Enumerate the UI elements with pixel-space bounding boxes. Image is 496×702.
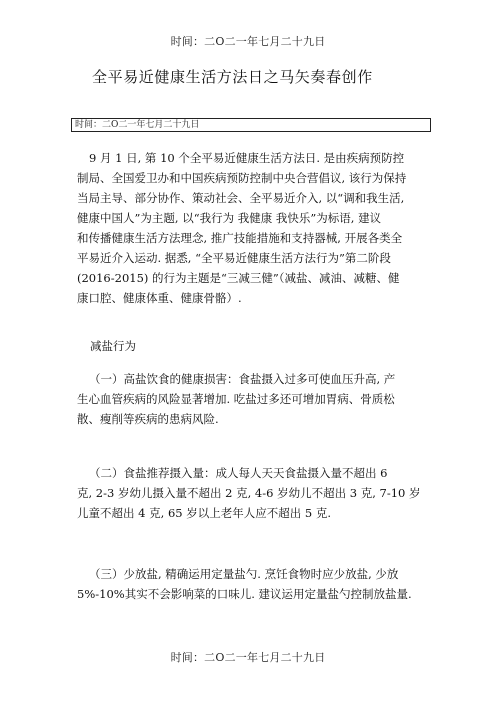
paragraph-line: 当局主导、部分协作、策动社会、全平易近介入, 以“调和我生活, [77,191,405,205]
paragraph-salt-harm [77,369,427,429]
paragraph-line: 生心血管疾病的风险显著增加. 吃盐过多还可增加胃病、骨质松 [77,392,395,406]
paragraph-line: 儿童不超出 4 克, 65 岁以上老年人应不超出 5 克. [77,506,332,520]
paragraph-salt-spoon [77,564,427,604]
time-box: 时间：二O二一年七月二十九日 [71,118,431,132]
section-heading [90,336,440,356]
paragraph-line: 散、瘦削等疾病的患病风险. [77,412,219,426]
paragraph-salt-intake [77,463,427,523]
paragraph-line: 和传播健康生活方法理念, 推广技能措施和支持器械, 开展各类全 [77,231,403,245]
paragraph-line: 5%-10%其实不会影响菜的口味儿. 建议运用定量盐勺控制放盐量. [77,587,412,601]
paragraph-line: (2016-2015) 的行为主题是“三减三健”（减盐、减油、减糖、健 [77,271,400,285]
paragraph-line: （三）少放盐, 精确运用定量盐勺. 烹饪食物时应少放盐, 少放 [89,567,399,581]
paragraph-intro [77,148,427,308]
document-title: 全平易近健康生活方法日之马矢奏春创作 [92,68,373,86]
paragraph-line: 克, 2-3 岁幼儿摄入量不超出 2 克, 4-6 岁幼儿不超出 3 克, 7-10 岁 [77,486,421,500]
paragraph-line: （一）高盐饮食的健康损害：食盐摄入过多可使血压升高, 产 [89,372,396,386]
page-header-time: 时间：二O二一年七月二十九日 [170,35,326,48]
paragraph-line: 9 月 1 日, 第 10 个全平易近健康生活方法日. 是由疾病预防控 [89,151,405,165]
paragraph-line: 康口腔、健康体重、健康骨骼）. [77,291,242,305]
paragraph-line: 健康中国人”为主题, 以“我行为 我健康 我快乐”为标语, 建议 [77,211,382,225]
paragraph-line: （二）食盐推荐摄入量：成人每人天天食盐摄入量不超出 6 [89,466,388,480]
paragraph-line: 制局、全国爱卫办和中国疾病预防控制中央合营倡议, 该行为保持 [77,171,407,185]
page-footer-time: 时间：二O二一年七月二十九日 [170,651,326,664]
paragraph-line: 平易近介入运动. 据悉, “全平易近健康生活方法行为”第二阶段 [77,251,391,265]
section-heading-text: 减盐行为 [90,339,136,353]
